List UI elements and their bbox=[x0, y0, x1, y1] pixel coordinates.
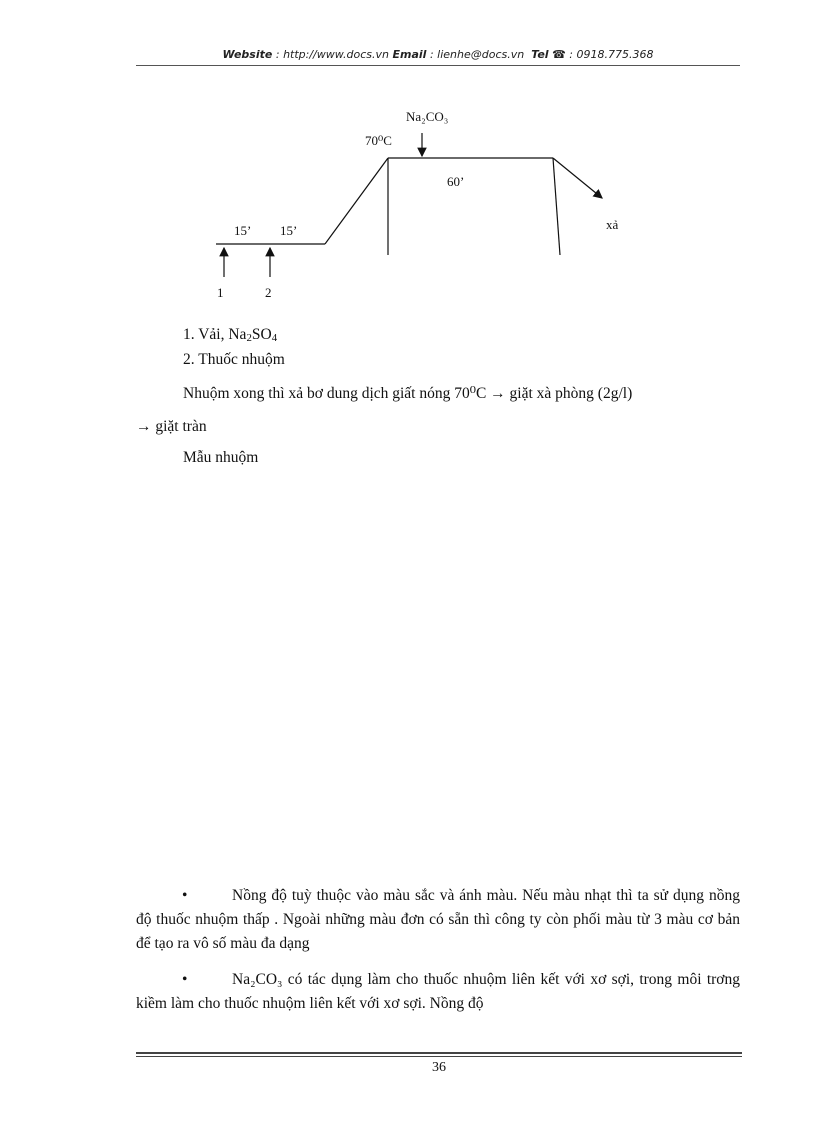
chemical-label: Na₂CO₃ bbox=[406, 109, 449, 124]
phone-icon: ☎ bbox=[552, 48, 566, 61]
step-2-label: 2 bbox=[265, 285, 272, 300]
list-item: 2. Thuốc nhuộm bbox=[183, 351, 285, 368]
email-label: Email bbox=[392, 48, 427, 61]
email-value[interactable]: lienhe@docs.vn bbox=[437, 48, 525, 61]
website-label: Website bbox=[222, 48, 273, 61]
process-description-continued: → giặt tràn bbox=[136, 418, 207, 435]
duration-2-label: 15’ bbox=[280, 223, 298, 238]
bullet-icon: • bbox=[182, 971, 188, 988]
temperature-label: 70⁰C bbox=[365, 133, 392, 148]
hold-duration-label: 60’ bbox=[447, 174, 465, 189]
list-item: 1. Vải, $Na_2SO_4$ bbox=[183, 326, 278, 344]
footer-divider bbox=[136, 1056, 742, 1057]
temperature-ramp bbox=[325, 158, 388, 244]
page-number: 36 bbox=[432, 1060, 446, 1075]
page-header bbox=[136, 48, 740, 61]
bullet-paragraph: • Nồng độ tuỳ thuộc vào màu sắc và ánh màu. Nếu màu nhạt thì ta sử dụng nồng độ thuốc nhuộm thấp . Ngoài những màu đơn có sẵn thì công ty còn phối màu từ 3 màu cơ bản để tạo ra vô số màu đa dạng bbox=[136, 884, 740, 956]
plateau-end-line bbox=[553, 158, 560, 255]
drain-arrow bbox=[553, 158, 602, 198]
bullet-paragraph: • Na₂CO₃ có tác dụng làm cho thuốc nhuộm liên kết với xơ sợi, trong môi trơng kiềm làm cho thuốc nhuộm liên kết với xơ sợi. Nồng độ bbox=[136, 968, 740, 1016]
tel-value: : 0918.775.368 bbox=[565, 48, 654, 61]
chemical-formula: Na₂CO₃ bbox=[232, 971, 283, 988]
drain-label: xả bbox=[606, 217, 619, 232]
footer-divider bbox=[136, 1052, 742, 1054]
process-description: Nhuộm xong thì xả bơ dung dịch giất nóng 70⁰C → giặt xà phòng (2g/l) bbox=[183, 385, 633, 402]
bullet-icon: • bbox=[182, 887, 188, 904]
sample-heading: Mẫu nhuộm bbox=[183, 449, 259, 466]
header-divider bbox=[136, 65, 740, 66]
duration-1-label: 15’ bbox=[234, 223, 252, 238]
tel-label: Tel bbox=[531, 48, 549, 61]
dyeing-process-diagram bbox=[200, 100, 620, 305]
website-url[interactable]: http://www.docs.vn bbox=[283, 48, 390, 61]
email-separator: : bbox=[426, 48, 438, 61]
step-1-label: 1 bbox=[217, 285, 224, 300]
website-separator: : bbox=[272, 48, 284, 61]
